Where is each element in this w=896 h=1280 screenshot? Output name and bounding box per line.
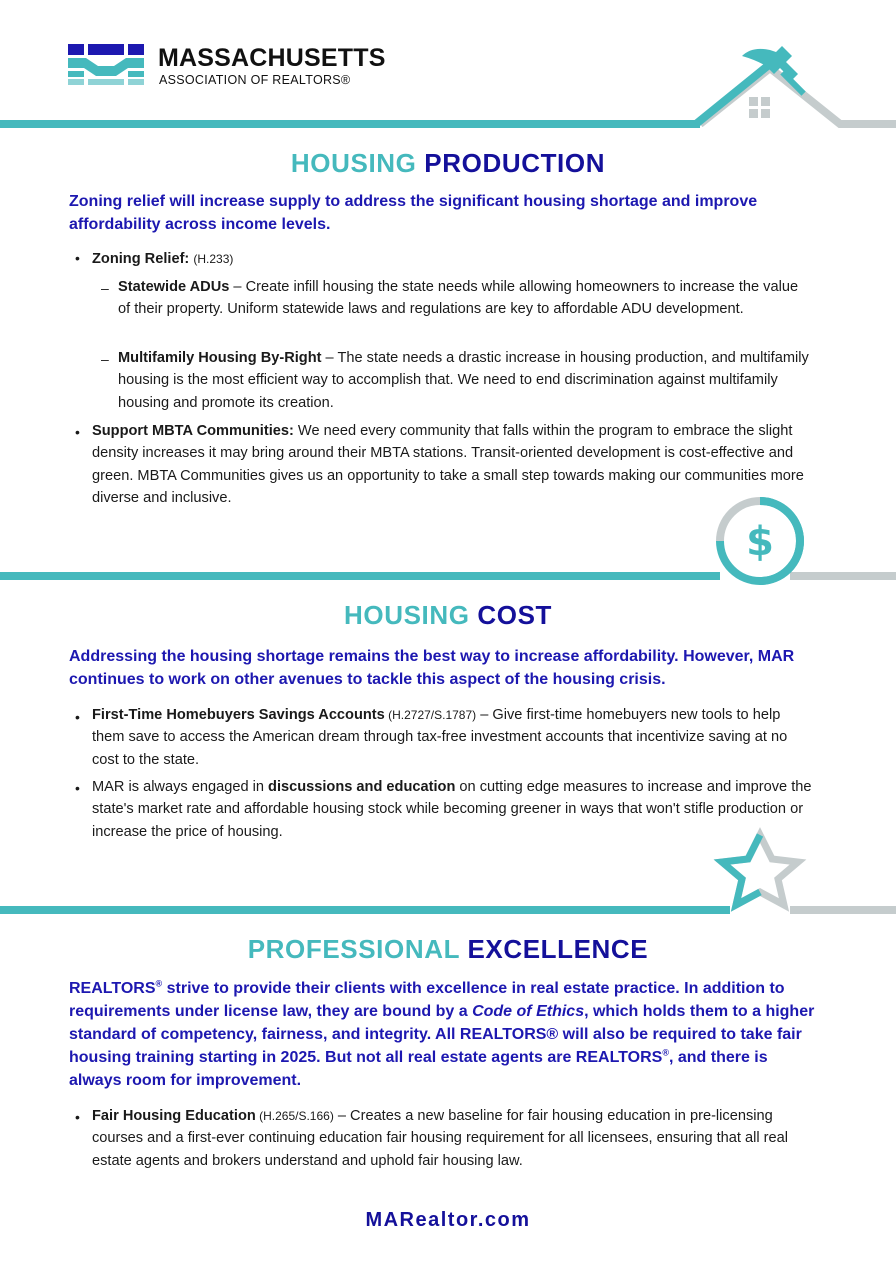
star-divider bbox=[0, 825, 896, 925]
header-house-divider bbox=[0, 40, 896, 140]
list-item: MAR is always engaged in discussions and education on cutting edge measures to increase and improve the state's market rate and affordable housing stock while becoming greener in ways that won't stifle production or increase the price of housing. bbox=[92, 779, 812, 840]
star-icon bbox=[722, 835, 798, 905]
section-lead: Zoning relief will increase supply to address the significant housing shortage and improve affordability across income levels. bbox=[69, 193, 758, 233]
hammer-icon bbox=[742, 46, 806, 96]
list-item: Fair Housing Education (H.265/S.166) – Creates a new baseline for fair housing education in pre-licensing courses and a first-ever continuing education fair housing requirement for all licensees, ensuring that all real estate agents and brokers understand and uphold fair housing law. bbox=[92, 1108, 789, 1169]
bullet-marker: • bbox=[75, 709, 80, 725]
bullet-marker: • bbox=[75, 424, 80, 440]
section-title-professional-excellence: PROFESSIONAL EXCELLENCE bbox=[247, 934, 649, 964]
section-title-housing-production: HOUSING PRODUCTION bbox=[290, 148, 606, 178]
list-item: Support MBTA Communities: We need every community that falls within the program to embrace the slight density increases it may bring around their MBTA stations. Transit-oriented development is cost-effective and green. MBTA Communities gives us an opportunity to take a small step towards making our communities more diverse and inclusive. bbox=[92, 423, 804, 507]
bullet-marker: • bbox=[75, 250, 80, 266]
bullet-marker: • bbox=[75, 1109, 80, 1125]
section-lead: REALTORS® strive to provide their clients with excellence in real estate practice. In addition to requirements under license law, they are bound by a Code of Ethics, which holds them to a higher standard of competency, fairness, and integrity. All REALTORS® will also be required to take fair housing training starting in 2025. But not all real estate agents are REALTORS®, and there is always room for improvement. bbox=[69, 978, 815, 1089]
sub-list-item: Multifamily Housing By-Right – The state needs a drastic increase in housing production, and multifamily housing is the most efficient way to accomplish that. We need to end discrimination against multifamily housing and promote its creation. bbox=[118, 350, 809, 411]
dash-marker: – bbox=[101, 351, 109, 367]
section-title-housing-cost: HOUSING COST bbox=[344, 600, 552, 630]
sub-list-item: Statewide ADUs – Create infill housing the state needs while allowing homeowners to increase the value of their property. Uniform statewide laws and regulations are key to affordable ADU development. bbox=[118, 279, 799, 318]
svg-text:$: $ bbox=[746, 519, 774, 565]
dash-marker: – bbox=[101, 280, 109, 296]
section-lead: Addressing the housing shortage remains the best way to increase affordability. However, MAR continues to work on other avenues to tackle this aspect of the housing crisis. bbox=[69, 648, 795, 688]
bullet-marker: • bbox=[75, 780, 80, 796]
dollar-icon bbox=[720, 501, 800, 581]
footer-website-link[interactable]: MARealtor.com bbox=[365, 1209, 531, 1231]
org-name: MASSACHUSETTS bbox=[158, 44, 386, 72]
list-item: Zoning Relief: (H.233) bbox=[92, 251, 234, 267]
org-subtitle: ASSOCIATION OF REALTORS® bbox=[159, 73, 351, 87]
window-icon bbox=[749, 97, 770, 118]
list-item: First-Time Homebuyers Savings Accounts (H.2727/S.1787) – Give first-time homebuyers new tools to help them save to access the American dream through tax-free investment accounts that incentivize saving at no cost to the state. bbox=[92, 707, 788, 768]
dollar-divider bbox=[0, 495, 896, 595]
